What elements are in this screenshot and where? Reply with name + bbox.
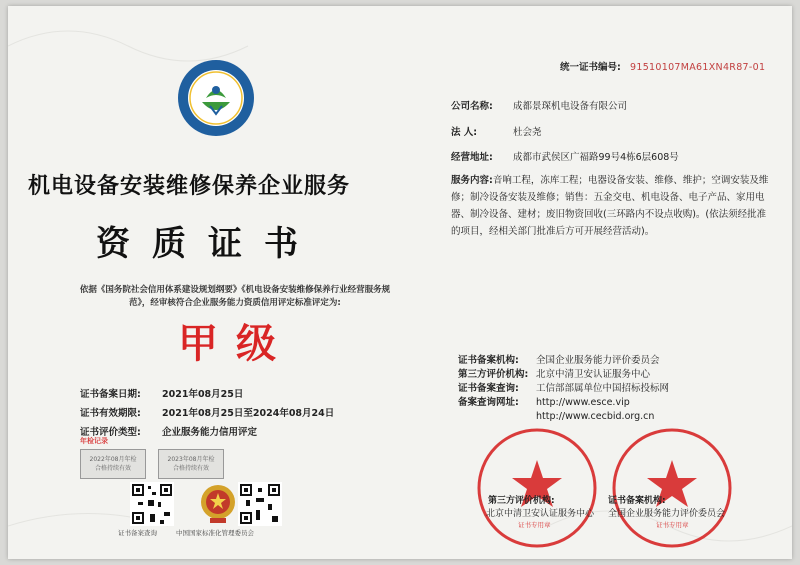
filing-org-value: 全国企业服务能力评价委员会 — [536, 355, 660, 366]
service-scope-block — [451, 172, 771, 240]
qr-code-icon[interactable] — [130, 482, 174, 526]
service-scope-value: 音响工程，冻库工程；电器设备安装、维修、维护；空调安装及维修；制冷设备安装及维修；销售：五金交电、机电设备、电子产品、家用电器、制冷设备、建材；废旧物资回收(三环路内不设点收购)。(依法须经批准的项目，经相关部门批准后方可开展经营活动)。 — [451, 175, 769, 237]
qr-caption-1: 证书备案查询 — [118, 529, 157, 537]
third-party-stamp-note: 证书专用章 — [518, 521, 551, 529]
third-party-stamp-icon — [473, 424, 601, 552]
certificate-code-value: 91510107MA61XN4R87-01 — [630, 62, 766, 73]
legal-person-value: 杜会尧 — [513, 127, 542, 138]
filing-date-label: 证书备案日期: — [80, 389, 141, 400]
filing-query-value: 工信部部属单位中国招标投标网 — [536, 383, 670, 394]
annual-record-2-line2: 合格持续有效 — [172, 465, 209, 472]
dates-block — [80, 384, 334, 441]
annual-record-1-line1: 2022年08月年检 — [89, 456, 137, 463]
legal-person-label: 法 人: — [451, 127, 478, 138]
third-party-label: 第三方评价机构: — [458, 369, 529, 380]
validity-value: 2021年08月25日至2024年08月24日 — [162, 408, 335, 419]
filing-org-label: 证书备案机构: — [458, 355, 519, 366]
qr-code-icon-2[interactable] — [238, 482, 282, 526]
annual-record-label: 年检记录 — [80, 437, 108, 445]
certificate-code-label: 统一证书编号: — [560, 62, 621, 73]
third-party-value: 北京中清卫安认证服务中心 — [536, 369, 651, 380]
certificate-sheet — [8, 6, 792, 559]
annual-record-2-line1: 2023年08月年检 — [167, 456, 215, 463]
annual-record-box-2 — [158, 449, 224, 479]
committee-signature-title: 证书备案机构: — [608, 496, 666, 506]
seal-caption: 中国国家标准化管理委员会 — [176, 529, 254, 537]
evaluation-type-label: 证书评价类型: — [80, 427, 141, 438]
annual-record-1-line2: 合格持续有效 — [94, 465, 131, 472]
registry-block — [458, 354, 669, 424]
third-party-signature-title: 第三方评价机构: — [488, 496, 555, 506]
certificate-grade: 甲级 — [178, 320, 294, 367]
committee-stamp-note: 证书专用章 — [656, 521, 689, 529]
company-name-value: 成都景琛机电设备有限公司 — [513, 101, 628, 112]
company-name-label: 公司名称: — [451, 101, 493, 112]
certificate-title-line2: 资质证书 — [96, 224, 320, 264]
certificate-title-line1: 机电设备安装维修保养企业服务 — [28, 173, 351, 199]
address-label: 经营地址: — [451, 152, 493, 163]
association-logo-icon — [176, 58, 256, 138]
filing-query-label: 证书备案查询: — [458, 383, 519, 394]
third-party-signature-name: 北京中清卫安认证服务中心 — [486, 509, 595, 519]
service-scope-label: 服务内容: — [451, 175, 493, 186]
certificate-basis-text: 依据《国务院社会信用体系建设规划纲要》《机电设备安装维修保养行业经营服务规范》，经审核符合企业服务能力资质信用评定标准评定为: — [79, 285, 391, 308]
address-value: 成都市武侯区广福路99号4栋6层608号 — [513, 152, 679, 163]
committee-signature-name: 全国企业服务能力评价委员会 — [608, 509, 726, 519]
query-url-1: http://www.esce.vip — [536, 397, 630, 408]
filing-date-value: 2021年08月25日 — [162, 389, 244, 400]
query-url-2: http://www.cecbid.org.cn — [536, 411, 655, 422]
evaluation-type-value: 企业服务能力信用评定 — [162, 427, 258, 438]
national-emblem-icon — [198, 482, 238, 526]
committee-stamp-icon — [608, 424, 736, 552]
annual-record-box-1 — [80, 449, 146, 479]
validity-label: 证书有效期限: — [80, 408, 141, 419]
query-url-label: 备案查询网址: — [458, 397, 519, 408]
